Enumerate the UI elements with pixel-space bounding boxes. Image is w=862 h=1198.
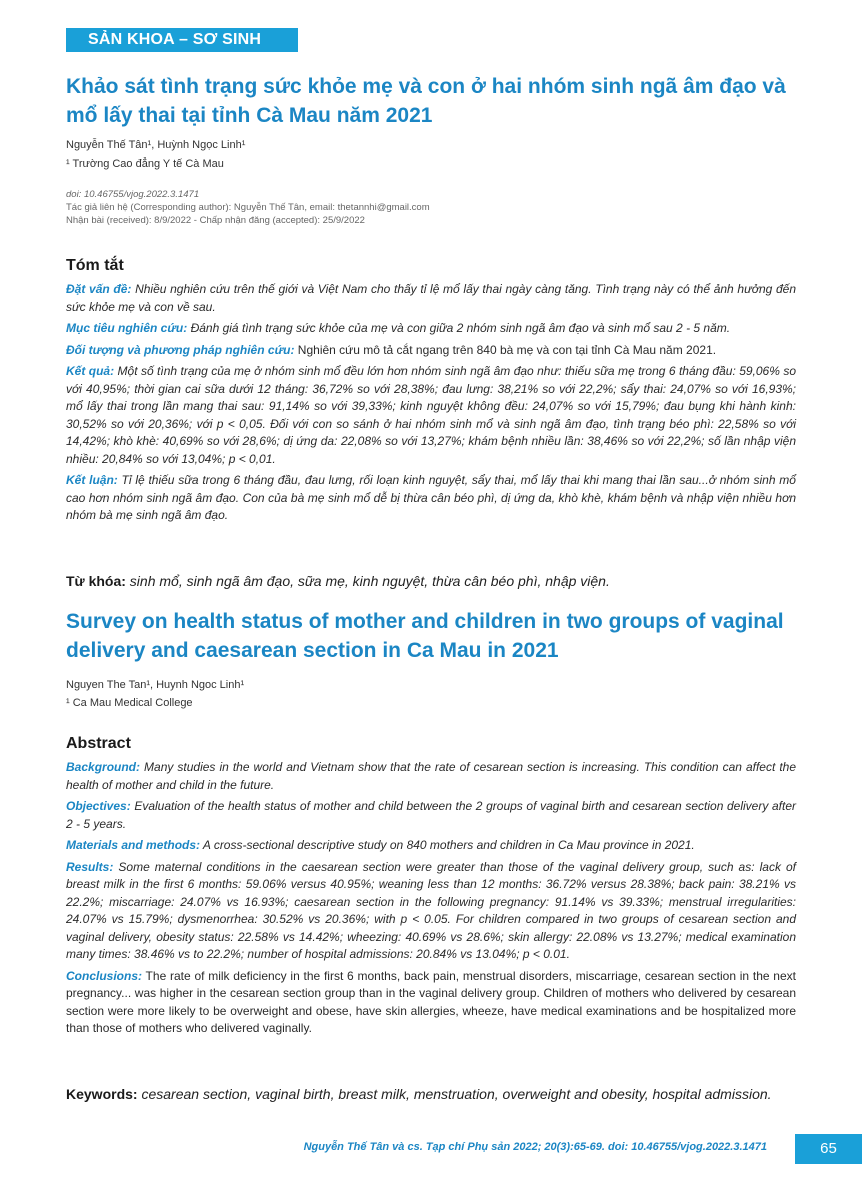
methods-label: Materials and methods: <box>66 838 201 852</box>
footer-citation: Nguyễn Thế Tân và cs. Tạp chí Phụ sản 2022; 20(3):65-69. doi: 10.46755/vjog.2022.3.1471 <box>303 1141 767 1153</box>
keywords-label: Từ khóa: <box>66 573 126 589</box>
received-accepted-dates: Nhận bài (received): 8/9/2022 - Chấp nhận đăng (accepted): 25/9/2022 <box>66 215 365 226</box>
objectives-text: Đánh giá tình trạng sức khỏe của mẹ và con giữa 2 nhóm sinh ngã âm đạo và sinh mổ sau 2 - 5 năm. <box>187 321 731 335</box>
background-label: Đặt vấn đề: <box>66 282 132 296</box>
results-label: Kết quả: <box>66 364 115 378</box>
results-label: Results: <box>66 859 114 874</box>
results-paragraph <box>66 859 796 964</box>
doi-link[interactable]: doi: 10.46755/vjog.2022.3.1471 <box>66 189 200 200</box>
page-number: 65 <box>795 1134 862 1164</box>
methods-paragraph <box>66 837 796 855</box>
objectives-paragraph <box>66 320 796 338</box>
keywords-english <box>66 1085 796 1104</box>
objectives-text: Evaluation of the health status of mother and child between the 2 groups of vaginal birth and cesarean section delivery after 2 - 5 years. <box>66 799 796 831</box>
authors-english: Nguyen The Tan¹, Huynh Ngoc Linh¹ <box>66 679 245 691</box>
results-text: Some maternal conditions in the caesarean section were greater than those of the vaginal delivery group, such as: lack of breast milk in the first 6 months: 59.06% versus 40.95%; weaning less than 12 months: 36.72% versus 28.38%; back pain: 38.21% vs 22.2%; miscarriage: 24.07% vs 16.93%; caesarean section in the following pregnancy: 91.14% vs 39.33%; menstrual irregularities: 24.07% vs 15.79%; dysmenorrhea: 30.52% vs 20.36%; with p < 0.05. For children compared in two groups of cesarean section and vaginal delivery, obesity status: 22.58% vs 14.42%; wheezing: 40.69% vs 28.6%; skin allergy: 22.08% vs 13.27%; medical examination many times: 38.46% vs to 22.2%; number of hospital admissions: 20.84% vs 13.04%; p < 0.01. <box>66 859 796 961</box>
keywords-vietnamese <box>66 572 796 591</box>
results-text: Một số tình trạng của mẹ ở nhóm sinh mổ đều lớn hơn nhóm sinh ngã âm đạo như: thiếu sữa mẹ trong 6 tháng đầu: 59,06% so với 40,95%; thời gian cai sữa dưới 12 tháng: 36,72% so với 28,38%; đau lưng: 38,21% so với 22,2%; sẩy thai: 24,07% so với 16,93%; mổ lấy thai trong lần mang thai sau: 91,14% so với 39,33%; kinh nguyệt không đều: 24,07% so với 15,79%; đau bụng khi hành kinh: 30,52% so với 20,36%; với p < 0,05. Đối với con so sánh ở hai nhóm sinh mổ và sinh ngã âm đạo, tình trạng béo phì: 22,58% so với 14,42%; khò khè: 40,69% so với 28,6%; dị ứng da: 22,08% so với 13,27%; khám bệnh nhiều lần: 38,46% so với 22,2%; số lần nhập viện nhiều: 20,84% so với 13,04%; p < 0,01. <box>66 364 796 466</box>
affiliation-english: ¹ Ca Mau Medical College <box>66 697 193 709</box>
authors-vietnamese: Nguyễn Thế Tân¹, Huỳnh Ngọc Linh¹ <box>66 139 246 151</box>
corresponding-author: Tác giả liên hệ (Corresponding author): Nguyễn Thế Tân, email: thetannhi@gmail.com <box>66 202 430 213</box>
abstract-heading-english: Abstract <box>66 735 131 752</box>
conclusion-paragraph <box>66 968 796 1038</box>
conclusion-text: Tỉ lệ thiếu sữa trong 6 tháng đầu, đau lưng, rối loạn kinh nguyệt, sẩy thai, mổ lấy thai khi mang thai lần sau...ở nhóm sinh mổ cao hơn nhóm sinh ngã âm đạo. Con của bà mẹ sinh mổ dễ bị thừa cân béo phì, dị ứng da, khò khè, khám bệnh và nhập viện nhiều hơn nhóm bà mẹ sinh ngã âm đạo. <box>66 473 796 522</box>
background-paragraph <box>66 281 796 316</box>
background-label: Background: <box>66 760 141 774</box>
methods-text: Nghiên cứu mô tả cắt ngang trên 840 bà mẹ và con tại tỉnh Cà Mau năm 2021. <box>294 342 717 357</box>
abstract-heading-vietnamese: Tóm tắt <box>66 257 124 274</box>
conclusion-label: Kết luận: <box>66 473 118 487</box>
abstract-english <box>66 759 796 1042</box>
results-paragraph <box>66 363 796 468</box>
background-paragraph <box>66 759 796 794</box>
abstract-vietnamese <box>66 281 796 529</box>
background-text: Many studies in the world and Vietnam show that the rate of cesarean section is increasing. This condition can affect the health of mother and child in the future. <box>66 760 796 792</box>
conclusion-label: Conclusions: <box>66 968 143 983</box>
methods-paragraph <box>66 342 796 360</box>
objectives-label: Mục tiêu nghiên cứu: <box>66 321 188 335</box>
conclusion-text: The rate of milk deficiency in the first 6 months, back pain, menstrual disorders, miscarriage, cesarean section in the next pregnancy... was higher in the cesarean section group than in the vaginal delivery group. Children of mothers who delivered by cesarean section were more likely to be overweight and obese, have skin allergies, wheeze, have medical examinations and be hospitalized more than those of mothers who delivered vaginally. <box>66 968 796 1035</box>
background-text: Nhiều nghiên cứu trên thế giới và Việt Nam cho thấy tỉ lệ mổ lấy thai ngày càng tăng. Tình trạng này có thể ảnh hưởng đến sức khỏe mẹ và con về sau. <box>66 282 796 314</box>
keywords-label: Keywords: <box>66 1086 138 1102</box>
objectives-paragraph <box>66 798 796 833</box>
section-banner: SẢN KHOA – SƠ SINH <box>66 28 298 52</box>
objectives-label: Objectives: <box>66 799 131 813</box>
keywords-text: cesarean section, vaginal birth, breast milk, menstruation, overweight and obesity, hospital admission. <box>137 1086 772 1102</box>
article-meta <box>66 188 806 227</box>
methods-text: A cross-sectional descriptive study on 840 mothers and children in Ca Mau province in 2021. <box>200 838 695 852</box>
conclusion-paragraph <box>66 472 796 525</box>
methods-label: Đối tượng và phương pháp nghiên cứu: <box>66 342 295 357</box>
article-title-english: Survey on health status of mother and children in two groups of vaginal delivery and caesarean section in Ca Mau in 2021 <box>66 610 784 662</box>
affiliation-vietnamese: ¹ Trường Cao đẳng Y tế Cà Mau <box>66 158 224 170</box>
article-title-vietnamese: Khảo sát tình trạng sức khỏe mẹ và con ở hai nhóm sinh ngã âm đạo và mổ lấy thai tại tỉnh Cà Mau năm 2021 <box>66 75 786 127</box>
keywords-text: sinh mổ, sinh ngã âm đạo, sữa mẹ, kinh nguyệt, thừa cân béo phì, nhập viện. <box>125 573 610 589</box>
